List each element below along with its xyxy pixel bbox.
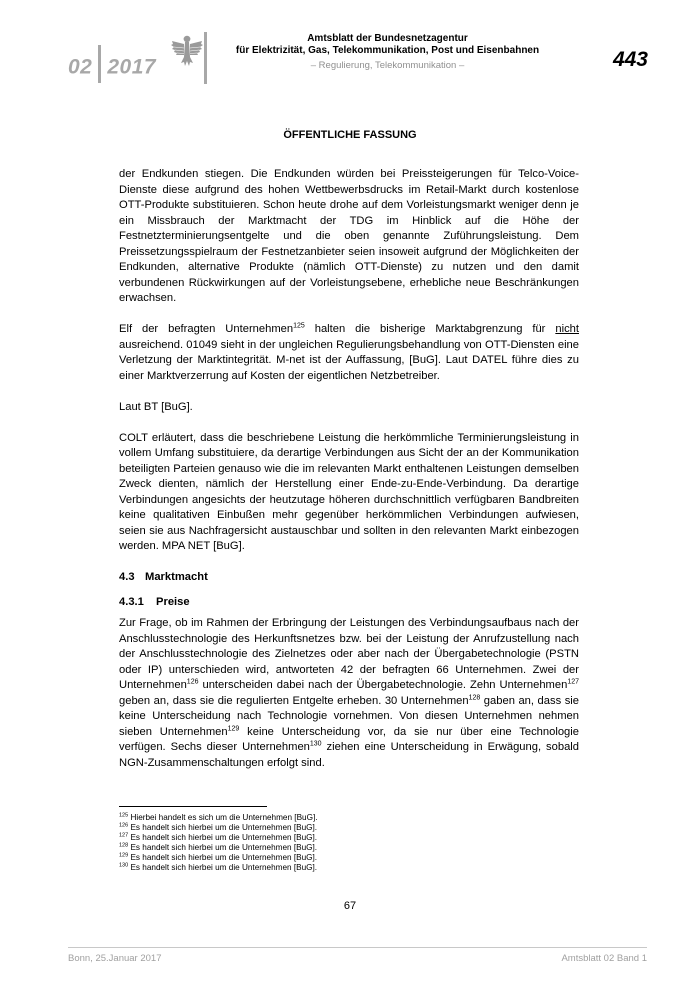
text-run: unterscheiden dabei nach der Übergabetechnologie. Zehn Unternehmen bbox=[198, 679, 568, 691]
text-run: keine Unterscheidung vor, da sie nur über eine Technologie verfügen. Sechs dieser Unternehmen bbox=[119, 725, 579, 753]
underlined-word: nicht bbox=[555, 323, 579, 335]
document-page-number: 67 bbox=[343, 900, 357, 912]
section-heading-4-3 bbox=[119, 570, 579, 586]
section-title: Preise bbox=[156, 595, 190, 608]
footnotes bbox=[119, 813, 318, 873]
footnote-ref-125: 125 bbox=[293, 322, 305, 330]
issue-number: 02 bbox=[68, 55, 93, 79]
header-divider bbox=[204, 32, 207, 84]
section-number: 4.3.1 bbox=[119, 595, 144, 608]
footnote-ref-130: 130 bbox=[309, 740, 322, 748]
gazette-title-line2: für Elektrizität, Gas, Telekommunikation, Post und Eisenbahnen bbox=[235, 45, 540, 56]
footnote-number: 126 bbox=[119, 822, 129, 829]
issue-separator bbox=[98, 45, 101, 83]
text-run: ziehen eine Unterscheidung in Erwägung, sobald NGN-Zusammenschaltungen erfolgt sind. bbox=[119, 741, 579, 769]
paragraph-3: Laut BT [BuG]. bbox=[119, 400, 193, 413]
text-run: geben an, dass sie die regulierten Entgelte erheben. 30 Unternehmen bbox=[119, 694, 469, 707]
paragraph-2 bbox=[119, 322, 579, 384]
gazette-subtitle: – Regulierung, Telekommunikation – bbox=[310, 60, 465, 71]
footnote-text: Es handelt sich hierbei um die Unternehmen [BuG]. bbox=[128, 853, 318, 862]
footnote-ref-127: 127 bbox=[567, 678, 579, 686]
section-heading-4-3-1 bbox=[119, 595, 579, 611]
footnote-number: 130 bbox=[119, 862, 129, 869]
footnote-item bbox=[119, 813, 318, 823]
footnote-item bbox=[119, 853, 318, 863]
document-title: ÖFFENTLICHE FASSUNG bbox=[283, 129, 417, 141]
footnote-number: 128 bbox=[119, 842, 129, 849]
footnote-text: Es handelt sich hierbei um die Unternehmen [BuG]. bbox=[128, 863, 318, 872]
footnote-number: 125 bbox=[119, 812, 129, 819]
footnote-item bbox=[119, 863, 318, 873]
federal-eagle-icon bbox=[170, 33, 204, 69]
gazette-page-number: 443 bbox=[612, 48, 648, 71]
text-run: halten die bisherige Marktabgrenzung für bbox=[304, 323, 556, 335]
footnote-item bbox=[119, 843, 318, 853]
gazette-title-line1: Amtsblatt der Bundesnetzagentur bbox=[307, 33, 468, 44]
text-run: gaben an, dass sie keine Unterscheidung nach Technologie vornehmen. Von diesen Unternehmen nehmen sieben Unternehmen bbox=[119, 694, 579, 738]
issue-year: 2017 bbox=[107, 55, 157, 79]
footer-volume: Amtsblatt 02 Band 1 bbox=[561, 953, 647, 964]
footer-date: Bonn, 25.Januar 2017 bbox=[68, 953, 162, 964]
footnote-ref-126: 126 bbox=[186, 678, 199, 686]
footnote-text: Hierbei handelt es sich um die Unternehmen [BuG]. bbox=[128, 813, 318, 822]
text-run: ausreichend. 01049 sieht in der ungleichen Regulierungsbehandlung von OTT-Diensten eine Verletzung der Marktintegrität. M-net ist der Auffassung, [BuG]. Laut DATEL führe dies zu einer Marktverzerrung auf Kosten der eigentlichen Netzbetreiber. bbox=[119, 338, 579, 382]
paragraph-4: COLT erläutert, dass die beschriebene Leistung die herkömmliche Terminierungsleistung in vollem Umfang substituiere, da derartige Verbindungen aus Sicht der an der Kommunikation beteiligten Parteien genauso wie die im relevanten Markt enthaltenen Leistungen demselben Zweck dienten, nämlich der Herstellung einer Ende-zu-Ende-Verbindung. Da derartige Verbindungen angesichts der heutzutage höheren durchschnittlich verfügbaren Bandbreiten keine qualitativen Einbußen mehr gegenüber herkömmlichen Verbindungen aufwiesen, seien sie aus Nachfragersicht austauschbar und sollten in den relevanten Markt einbezogen werden. MPA NET [BuG]. bbox=[119, 431, 579, 552]
footer-divider bbox=[68, 947, 647, 948]
document-body bbox=[119, 167, 579, 787]
text-run: Elf der befragten Unternehmen bbox=[119, 323, 294, 335]
section-number: 4.3 bbox=[119, 571, 135, 583]
section-title: Marktmacht bbox=[145, 571, 208, 583]
footnote-item bbox=[119, 823, 318, 833]
paragraph-1: der Endkunden stiegen. Die Endkunden würden bei Preissteigerungen für Telco-Voice-Dienste diese aufgrund des hohen Wettbewerbsdrucks im Retail-Markt durch kostenlose OTT-Produkte substituieren. Schon heute drohe auf dem Vorleistungsmarkt weniger denn je ein Missbrauch der Marktmacht der TDG im Hinblick auf die Höhe der Festnetzterminierungsentgelte und die oben genannte Zuführungsleistung. Dem Preissetzungsspielraum der Festnetzanbieter seien insoweit aufgrund der Möglichkeiten der Endkunden, alternative Produkte (nämlich OTT-Dienste) zu nutzen und den damit verbundenen Rückwirkungen auf der Vorleistungsebene, erhebliche neue Beschränkungen erwachsen. bbox=[119, 168, 579, 304]
footnote-number: 127 bbox=[119, 832, 129, 839]
issue-label bbox=[68, 49, 156, 87]
footnote-ref-128: 128 bbox=[468, 693, 481, 701]
footnote-text: Es handelt sich hierbei um die Unternehmen [BuG]. bbox=[128, 843, 318, 852]
paragraph-5 bbox=[119, 616, 579, 771]
footnote-item bbox=[119, 833, 318, 843]
footnote-text: Es handelt sich hierbei um die Unternehmen [BuG]. bbox=[128, 823, 318, 832]
footnote-separator bbox=[119, 806, 267, 807]
footnote-number: 129 bbox=[119, 852, 129, 859]
text-run: Zur Frage, ob im Rahmen der Erbringung der Leistungen des Verbindungsaufbaus nach der Anschlusstechnologie des Herkunftsnetzes bzw. bei der Leistung der Anrufzustellung nach der Anschlusstechnologie des Zielnetzes oder aber nach der Übergabetechnologie (PSTN oder IP) unterschieden wird, antworteten 42 der befragten 66 Unternehmen. Zwei der Unternehmen bbox=[119, 617, 579, 691]
footnote-ref-129: 129 bbox=[227, 724, 240, 732]
footnote-text: Es handelt sich hierbei um die Unternehmen [BuG]. bbox=[128, 833, 318, 842]
